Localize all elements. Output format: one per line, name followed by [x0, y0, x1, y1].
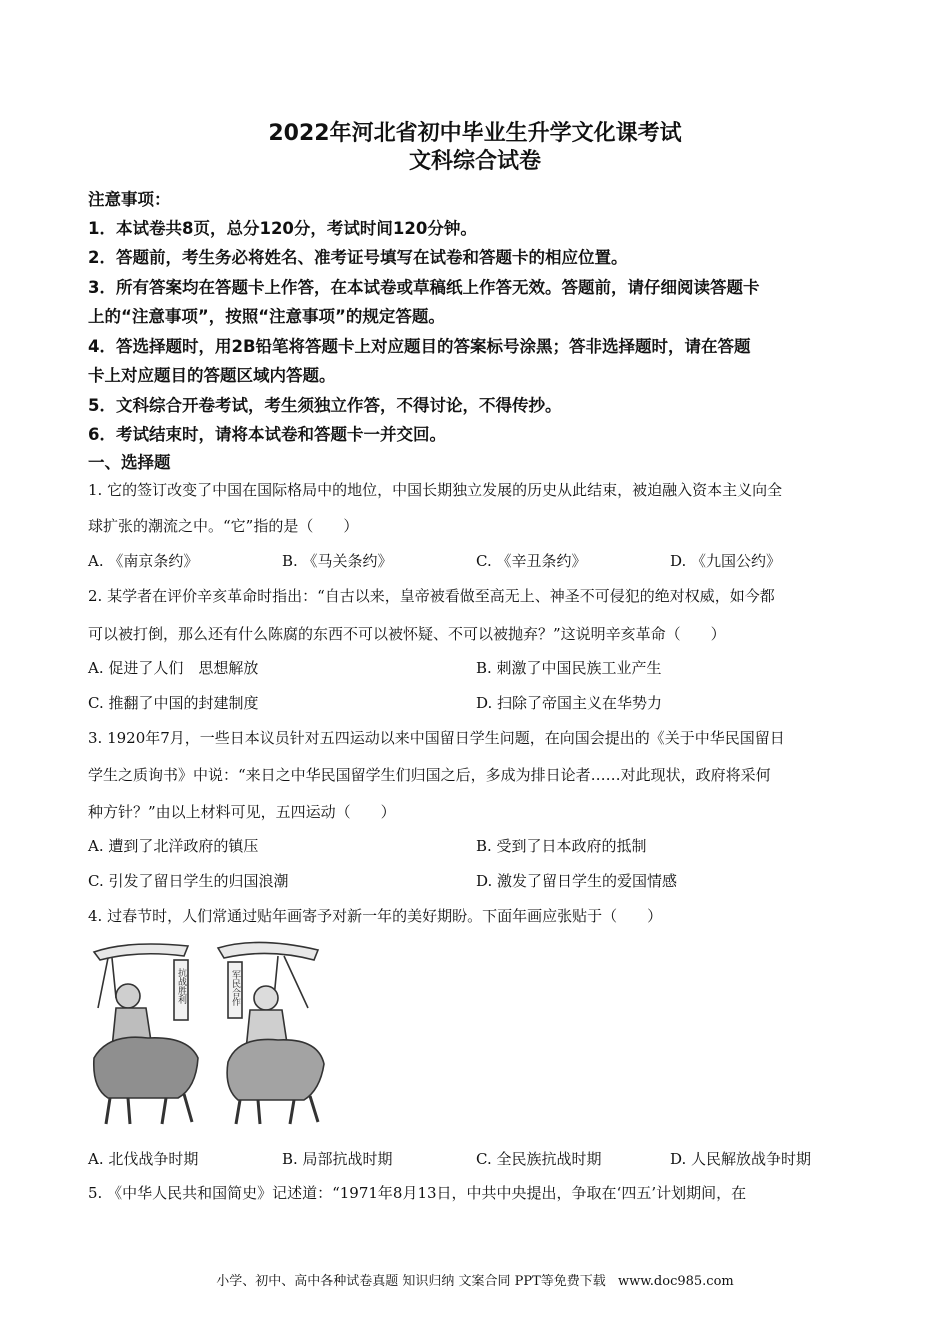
- q1-option-a: A. 《南京条约》: [88, 552, 199, 570]
- footer-link[interactable]: www.doc985.com: [617, 1274, 734, 1289]
- q4-option-c: C. 全民族抗战时期: [476, 1150, 602, 1168]
- q3-option-b: B. 受到了日本政府的抵制: [476, 837, 647, 855]
- q2-option-c: C. 推翻了中国的封建制度: [88, 694, 259, 712]
- new-year-painting-image: [88, 938, 328, 1128]
- notice-item: 上的“注意事项”，按照“注意事项”的规定答题。: [88, 307, 445, 326]
- question-5-text: 5. 《中华人民共和国简史》记述道：“1971年8月13日，中共中央提出，争取在‘四五’计划期间，在: [88, 1184, 747, 1202]
- page-footer: [0, 1270, 950, 1289]
- question-2-text: 2. 某学者在评价辛亥革命时指出：“自古以来，皇帝被看做至高无上、神圣不可侵犯的绝对权威，如今都: [88, 587, 775, 605]
- question-3-text: 学生之质询书》中说：“来日之中华民国留学生们归国之后，多成为排日论者……对此现状，政府将采何: [88, 766, 771, 784]
- notice-item: 5．文科综合开卷考试，考生须独立作答，不得讨论，不得传抄。: [88, 396, 562, 415]
- notice-item: 1．本试卷共8页，总分120分，考试时间120分钟。: [88, 219, 477, 238]
- q2-option-a: A. 促进了人们 思想解放: [88, 659, 259, 677]
- q1-option-c: C. 《辛丑条约》: [476, 552, 587, 570]
- q4-option-a: A. 北伐战争时期: [88, 1150, 199, 1168]
- q4-option-b: B. 局部抗战时期: [282, 1150, 393, 1168]
- notice-item: 2．答题前，考生务必将姓名、准考证号填写在试卷和答题卡的相应位置。: [88, 248, 628, 267]
- notice-item: 4．答选择题时，用2B铅笔将答题卡上对应题目的答案标号涂黑；答非选择题时，请在答题: [88, 337, 751, 356]
- painting-banner-right: 军民合作: [230, 970, 240, 1006]
- question-4-text: 4. 过春节时，人们常通过贴年画寄予对新一年的美好期盼。下面年画应张贴于（ ）: [88, 907, 663, 925]
- question-3-text: 种方针？”由以上材料可见，五四运动（ ）: [88, 803, 396, 821]
- notice-item: 3．所有答案均在答题卡上作答，在本试卷或草稿纸上作答无效。答题前，请仔细阅读答题卡: [88, 278, 760, 297]
- q2-option-d: D. 扫除了帝国主义在华势力: [476, 694, 663, 712]
- q4-option-d: D. 人民解放战争时期: [670, 1150, 812, 1168]
- painting-banner-left: 抗战胜利: [176, 968, 186, 1004]
- q2-option-b: B. 刺激了中国民族工业产生: [476, 659, 662, 677]
- notice-item: 6．考试结束时，请将本试卷和答题卡一并交回。: [88, 425, 446, 444]
- q1-option-d: D. 《九国公约》: [670, 552, 782, 570]
- exam-title: 2022年河北省初中毕业生升学文化课考试: [268, 121, 682, 146]
- exam-subtitle: 文科综合试卷: [408, 149, 541, 174]
- question-3-text: 3. 1920年7月，一些日本议员针对五四运动以来中国留日学生问题，在向国会提出的《关于中华民国留日: [88, 729, 785, 747]
- notice-item: 卡上对应题目的答题区域内答题。: [88, 366, 336, 385]
- q3-option-d: D. 激发了留日学生的爱国情感: [476, 872, 678, 890]
- section-heading: 一、选择题: [88, 453, 171, 472]
- question-1-text: 1. 它的签订改变了中国在国际格局中的地位，中国长期独立发展的历史从此结束，被迫融入资本主义向全: [88, 481, 783, 499]
- notice-heading: 注意事项：: [88, 190, 171, 209]
- q3-option-a: A. 遭到了北洋政府的镇压: [88, 837, 259, 855]
- question-1-text: 球扩张的潮流之中。“它”指的是（ ）: [88, 517, 359, 535]
- q1-option-b: B. 《马关条约》: [282, 552, 393, 570]
- q3-option-c: C. 引发了留日学生的归国浪潮: [88, 872, 289, 890]
- footer-text: 小学、初中、高中各种试卷真题 知识归纳 文案合同 PPT等免费下载: [216, 1274, 606, 1289]
- question-2-text: 可以被打倒，那么还有什么陈腐的东西不可以被怀疑、不可以被抛弃？”这说明辛亥革命（ ）: [88, 625, 726, 643]
